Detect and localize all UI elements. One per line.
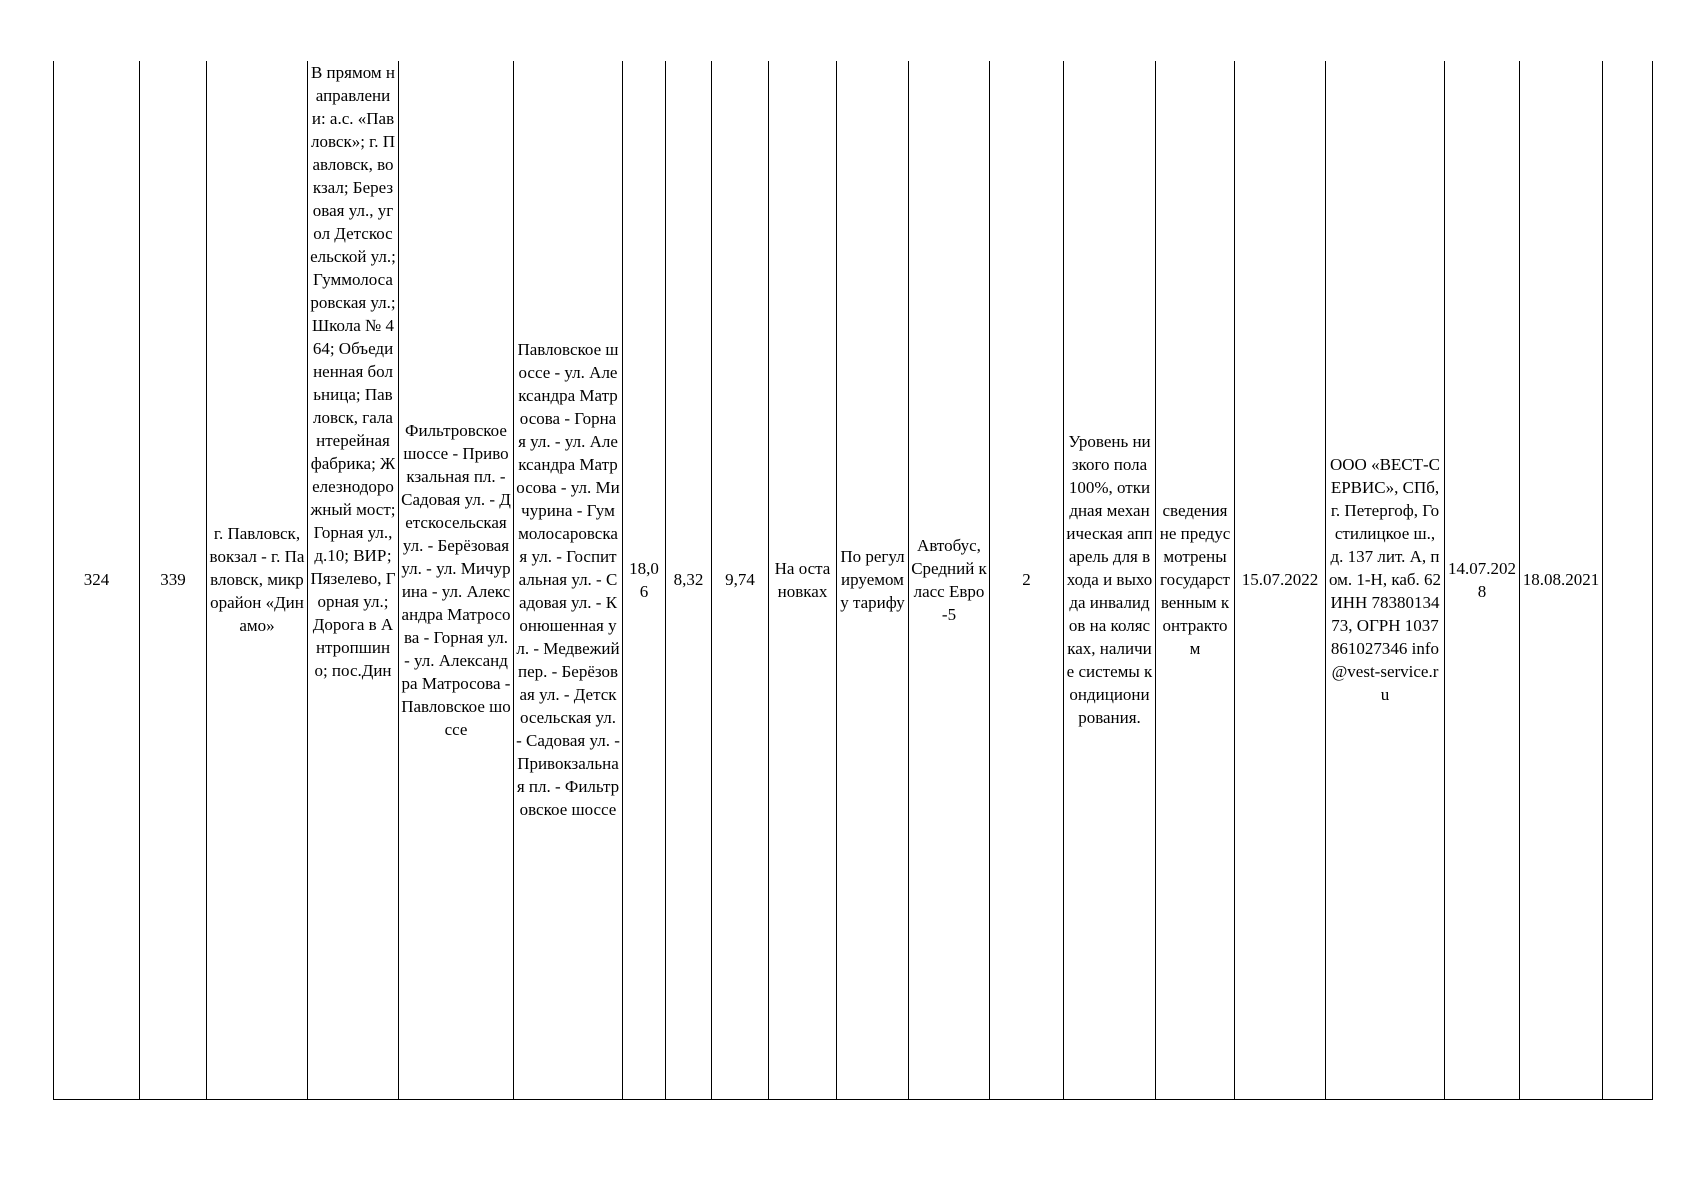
certificate-date-cell: 18.08.2021 <box>1520 61 1603 1099</box>
vehicle-cell: Автобус, Средний класс Евро-5 <box>909 61 990 1099</box>
end-date-cell: 14.07.2028 <box>1445 61 1520 1099</box>
vehicle-features-cell: Уровень низкого пола 100%, откидная механическая аппарель для входа и выхода инвалидов на колясках, наличие системы кондиционирования. <box>1064 61 1156 1099</box>
route-name-cell: г. Павловск, вокзал - г. Павловск, микрорайон «Динамо» <box>207 61 308 1099</box>
stops-cell: В прямом направлении: а.с. «Павловск»; г. Павловск, вокзал; Березовая ул., угол Детскосельской ул.; Гуммолосаровская ул.; Школа № 464; Объединенная больница; Павловск, галантерейная фабрика; Железнодорожный мост; Горная ул., д.10; ВИР; Пязелево, Горная ул.; Дорога в Антропшино; пос.Дин <box>308 61 399 1099</box>
length-forward-cell: 18,06 <box>623 61 666 1099</box>
length-total-cell: 9,74 <box>712 61 769 1099</box>
registration-number-cell: 324 <box>54 61 140 1099</box>
route-number-cell: 339 <box>140 61 207 1099</box>
streets-forward-cell: Фильтровское шоссе - Привокзальная пл. - Садовая ул. - Детскосельская ул. - Берёзовая ул. - ул. Мичурина - ул. Александра Матросова - Горная ул. - ул. Александра Матросова - Павловское шоссе <box>399 61 514 1099</box>
empty-cell <box>1603 61 1653 1099</box>
carrier-cell: ООО «ВЕСТ-СЕРВИС», СПб, г. Петергоф, Гостилицкое ш., д. 137 лит. А, пом. 1-Н, каб. 62 ИНН 7838013473, ОГРН 1037861027346 info@vest-service.ru <box>1326 61 1445 1099</box>
contract-info-cell: сведения не предусмотрены государственным контрактом <box>1156 61 1235 1099</box>
length-backward-cell: 8,32 <box>666 61 712 1099</box>
boarding-order-cell: На остановках <box>769 61 837 1099</box>
vehicle-count-cell: 2 <box>990 61 1064 1099</box>
streets-backward-cell: Павловское шоссе - ул. Александра Матросова - Горная ул. - ул. Александра Матросова - ул. Мичурина - Гуммолосаровская ул. - Госпитальная ул. - Садовая ул. - Конюшенная ул. - Медвежий пер. - Берёзовая ул. - Детскосельская ул. - Садовая ул. - Привокзальная пл. - Фильтровское шоссе <box>514 61 623 1099</box>
route-registry-table <box>53 61 1653 1100</box>
start-date-cell: 15.07.2022 <box>1235 61 1326 1099</box>
tariff-type-cell: По регулируемому тарифу <box>837 61 909 1099</box>
table-row <box>54 61 1653 1099</box>
